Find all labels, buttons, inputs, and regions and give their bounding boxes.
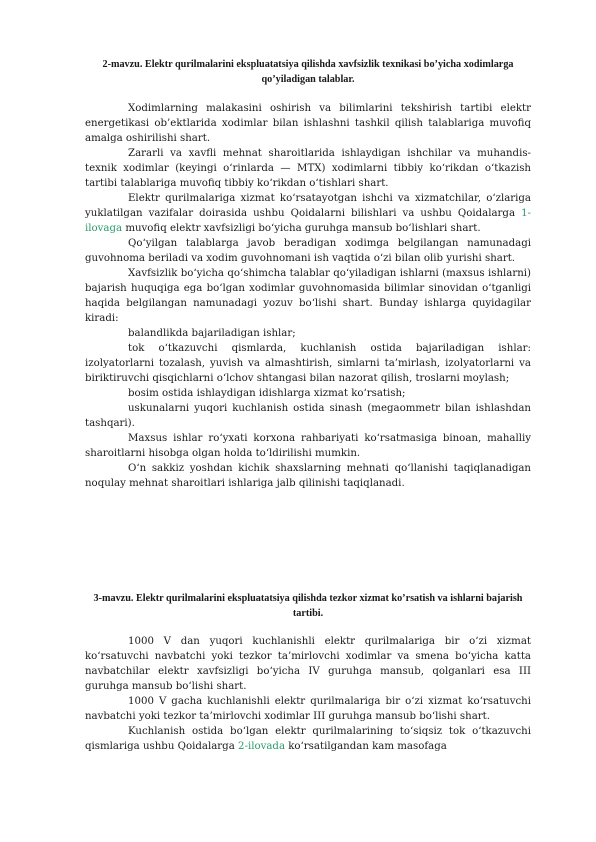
list-item: uskunalarni yuqori kuchlanish ostida sinash (megaommetr bilan ishlashdan tashqari).: [85, 403, 531, 429]
paragraph: O‘n sakkiz yoshdan kichik shaxslarning mehnati qo‘llanishi taqiqlanadigan noqulay mehnat sharoitlari ishlariga jalb qilinishi taqiqlanadi.: [85, 463, 531, 489]
section-3-body: [85, 634, 531, 754]
paragraph: Xavfsizlik bo‘yicha qo‘shimcha talablar qo‘yiladigan ishlarni (maxsus ishlarni) bajarish huquqiga ega bo‘lgan xodimlar guvohnomasida bilimlar sinovidan o‘tganligi haqida belgilangan namunadagi yozuv bo‘lishi shart. Bunday ishlarga quyidagilar kiradi:: [85, 268, 531, 324]
section-2-title: 2-mavzu. Elektr qurilmalarini ekspluatatsiya qilishda xavfsizlik texnikasi bo’yicha xodimlarga qo’yiladigan talablar.: [102, 59, 514, 85]
section-3-title: 3-mavzu. Elektr qurilmalarini ekspluatatsiya qilishda tezkor xizmat ko’rsatish va ishlarni bajarish tartibi.: [93, 593, 523, 619]
paragraph: Maxsus ishlar ro‘yxati korxona rahbariyati ko‘rsatmasiga binoan, mahalliy sharoitlarni hisobga olgan holda to‘ldirilishi mumkin.: [85, 433, 531, 459]
paragraph: Zararli va xavfli mehnat sharoitlarida ishlaydigan ishchilar va muhandis-texnik xodimlar (keyingi o‘rinlarda — MTX) xodimlarni tibbiy ko‘rikdan o‘tkazish tartibi talablariga muvofiq tibbiy ko‘rikdan o‘tishlari shart.: [85, 148, 531, 189]
appendix-2-link[interactable]: 2-ilovada: [238, 741, 286, 752]
paragraph-text: muvofiq elektr xavfsizligi bo‘yicha guruhga mansub bo‘lishlari shart.: [122, 223, 481, 234]
list-item: tok o‘tkazuvchi qismlarda, kuchlanish ostida bajariladigan ishlar: izolyatorlarni tozalash, yuvish va almashtirish, simlarni ta’mirlash, izolyatorlarni va biriktiruvchi qisqichlarni o‘lchov shtangasi bilan nazorat qilish, troslarni moylash;: [85, 343, 531, 384]
paragraph: [85, 191, 531, 236]
paragraph-text: Kuchlanish ostida bo‘lgan elektr qurilmalarining to‘siqsiz tok o‘tkazuvchi qismlariga ushbu Qoidalarga: [85, 726, 531, 752]
paragraph: 1000 V dan yuqori kuchlanishli elektr qurilmalariga bir o‘zi xizmat ko‘rsatuvchi navbatchi yoki tezkor ta’mirlovchi xodimlar va smena bo‘yicha katta navbatchilar elektr xavfsizligi bo‘yicha IV guruhga mansub, qolganlari esa III guruhga mansub bo‘lishi shart.: [85, 636, 531, 692]
paragraph: Qo‘yilgan talablarga javob beradigan xodimga belgilangan namunadagi guvohnoma beriladi va xodim guvohnomani ish vaqtida o‘zi bilan olib yurishi shart.: [85, 238, 531, 264]
paragraph: 1000 V gacha kuchlanishli elektr qurilmalariga bir o‘zi xizmat ko‘rsatuvchi navbatchi yoki tezkor ta’mirlovchi xodimlar III guruhga mansub bo‘lishi shart.: [85, 696, 531, 722]
appendix-1-link[interactable]: 1-ilovaga: [85, 208, 531, 234]
paragraph-text: ko‘rsatilgandan kam masofaga: [285, 741, 447, 752]
section-2-body: [85, 101, 531, 491]
paragraph-text: Elektr qurilmalariga xizmat ko‘rsatayotgan ishchi va xizmatchilar, o‘zlariga yuklatilgan vazifalar doirasida ushbu Qoidalarni bilishlari va ushbu Qoidalarga: [85, 193, 531, 219]
paragraph: Xodimlarning malakasini oshirish va bilimlarini tekshirish tartibi elektr energetikasi ob’ektlarida xodimlar bilan ishlashni tashkil qilish talablariga muvofiq amalga oshirilishi shart.: [85, 103, 531, 144]
list-item: balandlikda bajariladigan ishlar;: [128, 328, 296, 339]
paragraph: [85, 724, 531, 754]
list-item: bosim ostida ishlaydigan idishlarga xizmat ko‘rsatish;: [128, 388, 406, 399]
